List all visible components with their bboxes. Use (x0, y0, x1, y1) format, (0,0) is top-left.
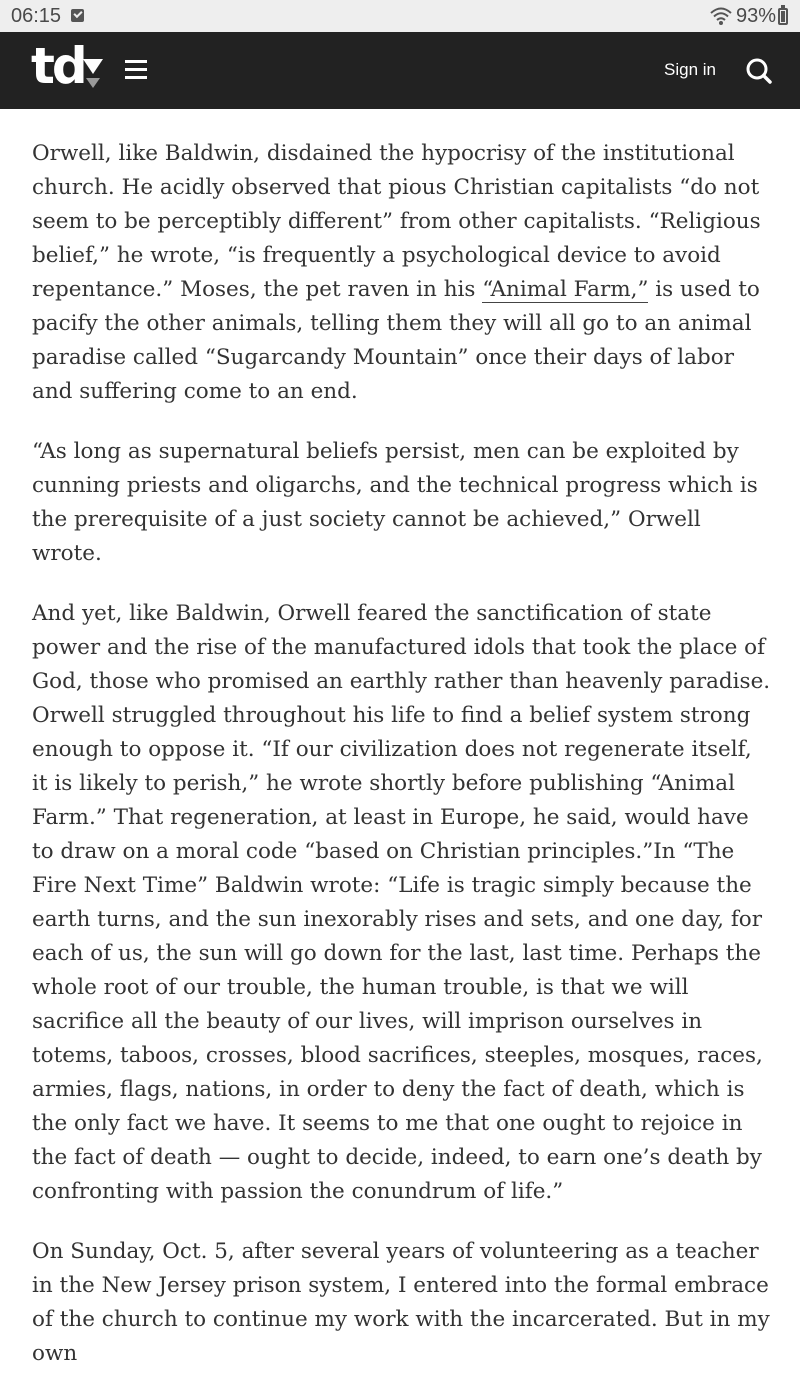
article-paragraph (32, 137, 772, 409)
article-paragraph: “As long as supernatural beliefs persist, men can be exploited by cunning priests and oligarchs, and the technical progress which is the prerequisite of a just society cannot be achieved,” Orwell wrote. (32, 439, 758, 566)
article-paragraph: And yet, like Baldwin, Orwell feared the sanctification of state power and the rise of the manufactured idols that took the place of God, those who promised an earthly rather than heavenly paradise. Orwell struggled throughout his life to find a belief system strong enough to oppose it. “If our civilization does not regenerate itself, it is likely to perish,” he wrote shortly before publishing “Animal Farm.” That regeneration, at least in Europe, he said, would have to draw on a moral code “based on Christian principles.”In “The Fire Next Time” Baldwin wrote: “Life is tragic simply because the earth turns, and the sun inexorably rises and sets, and one day, for each of us, the sun will go down for the last, last time. Perhaps the whole root of our trouble, the human trouble, is that we will sacrifice all the beauty of our lives, will imprison ourselves in totems, taboos, crosses, blood sacrifices, steeples, mosques, races, armies, flags, nations, in order to deny the fact of death, which is the only fact we have. It seems to me that one ought to rejoice in the fact of death — ought to decide, indeed, to earn one’s death by confronting with passion the conundrum of life.” (32, 601, 771, 1204)
wifi-icon (710, 6, 732, 26)
battery-icon (778, 8, 788, 25)
article-paragraph: On Sunday, Oct. 5, after several years of volunteering as a teacher in the New Jersey prison system, I entered into the formal embrace of the church to continue my work with the incarcerated. But in my own (32, 1239, 770, 1366)
logo-text: td (31, 37, 85, 95)
paragraph-text: Orwell, like Baldwin, disdained the hypocrisy of the institutional church. He acidly observed that pious Christian capitalists “do not seem to be perceptibly different” from other capitalists. “Religious belief,” he wrote, “is frequently a psychological device to avoid repentance.” Moses, the pet raven in his (32, 141, 761, 302)
logo-triangle-icon (83, 59, 103, 74)
article-body (32, 137, 772, 1397)
search-icon[interactable] (744, 56, 774, 86)
notification-check-icon (71, 9, 84, 22)
sign-in-button[interactable]: Sign in (650, 52, 730, 88)
logo[interactable] (31, 37, 107, 98)
logo-triangle-small-icon (86, 78, 100, 88)
app-header (0, 32, 800, 109)
battery-percent: 93% (736, 5, 777, 27)
paragraph-text: is used to pacify the other animals, telling them they will all go to an animal paradise called “Sugarcandy Mountain” once their days of labor and suffering come to an end. (32, 277, 760, 404)
animal-farm-link[interactable]: “Animal Farm,” (482, 277, 649, 302)
status-bar (0, 0, 800, 32)
status-time: 06:15 (11, 5, 62, 27)
hamburger-menu-icon[interactable] (122, 54, 150, 86)
